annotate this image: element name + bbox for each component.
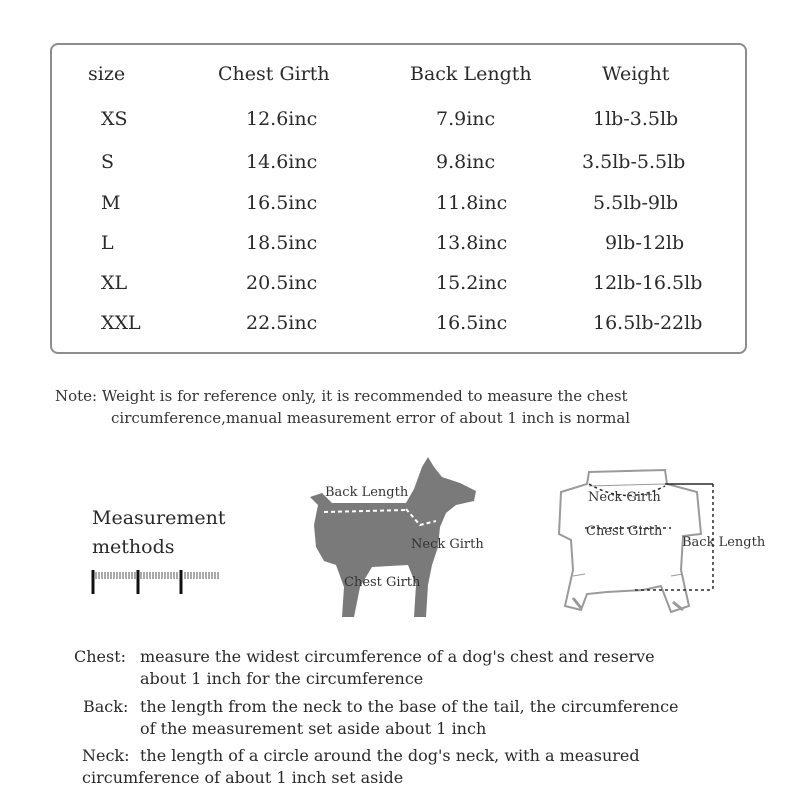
row-back: 13.8inc	[436, 232, 508, 254]
row-size: M	[101, 192, 121, 214]
row-weight: 3.5lb-5.5lb	[582, 151, 686, 173]
chest-instruction-line-1: measure the widest circumference of a dog's chest and reserve	[140, 647, 655, 666]
row-chest: 14.6inc	[246, 151, 318, 173]
row-size: XXL	[101, 312, 141, 334]
back-instruction-label: Back:	[83, 697, 129, 716]
row-size: XS	[101, 108, 128, 130]
row-size: S	[101, 151, 115, 173]
row-chest: 20.5inc	[246, 272, 318, 294]
dog-chest-girth-label: Chest Girth	[344, 575, 421, 590]
header-chest-girth: Chest Girth	[218, 63, 330, 85]
header-back-length: Back Length	[410, 63, 532, 85]
row-back: 11.8inc	[436, 192, 508, 214]
row-back: 16.5inc	[436, 312, 508, 334]
back-instruction-line-1: the length from the neck to the base of the tail, the circumference	[140, 697, 679, 716]
dog-neck-girth-label: Neck Girth	[411, 537, 484, 552]
note-line-1: Note: Weight is for reference only, it is recommended to measure the chest	[55, 387, 628, 405]
row-back: 15.2inc	[436, 272, 508, 294]
garment-neck-girth-label: Neck Girth	[588, 490, 661, 505]
row-back: 9.8inc	[436, 151, 496, 173]
garment-chest-girth-label: Chest Girth	[586, 524, 663, 539]
header-weight: Weight	[602, 63, 670, 85]
row-weight: 5.5lb-9lb	[593, 192, 679, 214]
neck-instruction-label: Neck:	[82, 746, 130, 765]
row-size: L	[101, 232, 114, 254]
row-weight: 16.5lb-22lb	[593, 312, 703, 334]
row-chest: 22.5inc	[246, 312, 318, 334]
row-chest: 16.5inc	[246, 192, 318, 214]
measurement-methods-title: Measurement	[92, 507, 226, 529]
row-back: 7.9inc	[436, 108, 496, 130]
row-weight: 12lb-16.5lb	[593, 272, 703, 294]
row-chest: 18.5inc	[246, 232, 318, 254]
back-instruction-line-2: of the measurement set aside about 1 inch	[140, 719, 487, 738]
row-weight: 9lb-12lb	[605, 232, 685, 254]
size-chart-table	[50, 43, 747, 354]
header-size: size	[88, 63, 126, 85]
chest-instruction-line-2: about 1 inch for the circumference	[140, 669, 424, 688]
row-chest: 12.6inc	[246, 108, 318, 130]
row-size: XL	[101, 272, 128, 294]
dog-back-length-label: Back Length	[325, 485, 409, 500]
note-line-2: circumference,manual measurement error of about 1 inch is normal	[111, 409, 631, 427]
neck-instruction-line-1: the length of a circle around the dog's neck, with a measured	[140, 746, 640, 765]
tape-measure-icon	[90, 566, 226, 598]
neck-instruction-line-2: circumference of about 1 inch set aside	[82, 768, 404, 787]
measurement-methods-subtitle: methods	[92, 536, 175, 558]
chest-instruction-label: Chest:	[74, 647, 127, 666]
row-weight: 1lb-3.5lb	[593, 108, 679, 130]
garment-back-length-label: Back Length	[682, 535, 766, 550]
